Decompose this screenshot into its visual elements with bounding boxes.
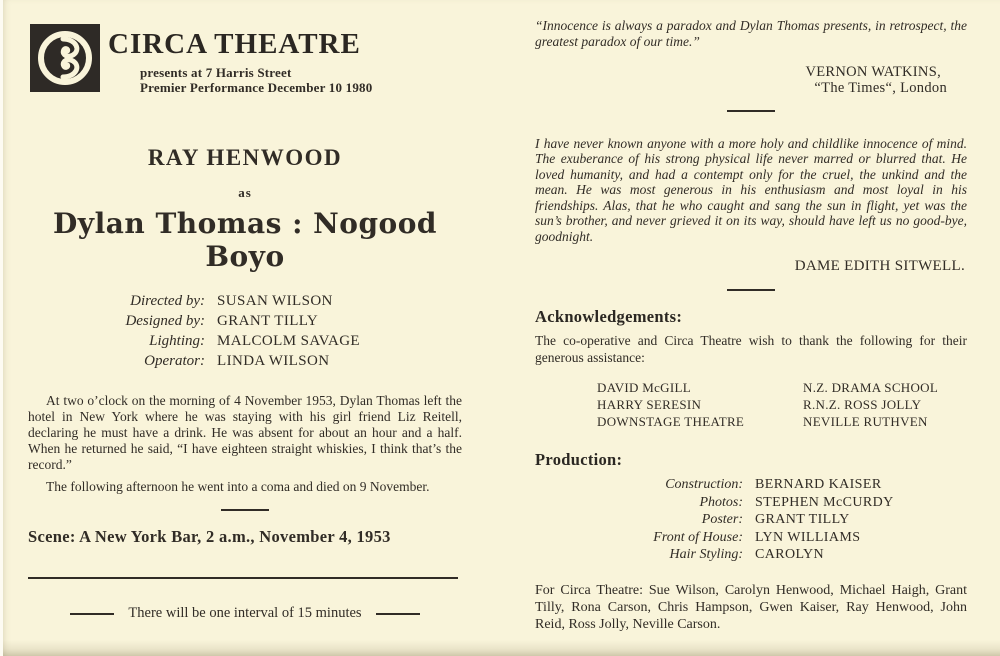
right-page [535,0,967,647]
acknowledgements-intro: The co-operative and Circa Theatre wish to thank the following for their generous assistance: [535,332,967,365]
theatre-name: CIRCA THEATRE [108,28,361,60]
list-item: N.Z. DRAMA SCHOOL [803,380,939,395]
left-page [28,0,462,622]
brand-subtitle [140,65,372,95]
show-title: Dylan Thomas : Nogood Boyo [53,207,437,273]
interval-text: There will be one interval of 15 minutes [128,605,362,621]
credit-label: Construction: [665,477,743,492]
watkins-attribution [535,64,967,96]
brand-text [108,24,372,95]
acknowledgements-column-1 [597,379,803,430]
acknowledgements-list [535,379,967,430]
credit-value: LYN WILLIAMS [755,529,861,545]
acknowledgements-heading: Acknowledgements: [535,306,683,326]
watkins-quote: “Innocence is always a paradox and Dylan Thomas presents, in retrospect, the greatest paradox of our time.” [535,18,967,49]
credit-label: Lighting: [149,333,205,349]
presents-line: presents at 7 Harris Street [140,65,292,80]
divider [221,509,269,511]
list-item: HARRY SERESIN [597,397,702,412]
horizontal-rule [28,577,458,579]
list-item: NEVILLE RUTHVEN [803,414,928,429]
credit-label: Directed by: [130,293,205,309]
actor-name: RAY HENWOOD [147,145,343,170]
interval-notice [28,605,462,622]
scene-line: Scene: A New York Bar, 2 a.m., November 4, 1953 [28,527,391,546]
acknowledgements-column-2 [803,379,963,430]
credit-label: Operator: [144,353,205,369]
premiere-line: Premier Performance December 10 1980 [140,80,373,95]
credit-value: CAROLYN [755,547,825,562]
dash-rule [70,613,114,615]
circa-koru-logo-icon [30,24,100,92]
credit-value: BERNARD KAISER [755,477,882,492]
credit-value: MALCOLM SAVAGE [217,333,360,349]
for-circa-theatre-paragraph: For Circa Theatre: Sue Wilson, Carolyn Henwood, Michael Haigh, Grant Tilly, Rona Carson, Chris Hampson, Gwen Kaiser, Ray Henwood, John Reid, Ross Jolly, Neville Carson. [535,582,967,632]
show-credits [28,291,462,371]
credit-value: SUSAN WILSON [217,293,333,309]
credit-label: Hair Styling: [669,547,743,562]
list-item: DAVID McGILL [597,380,691,395]
credit-label: Poster: [701,512,743,527]
sitwell-attribution: DAME EDITH SITWELL. [794,257,965,274]
credit-value: STEPHEN McCURDY [755,494,894,510]
list-item: R.N.Z. ROSS JOLLY [803,397,922,412]
divider [727,110,775,112]
production-heading: Production: [535,450,623,469]
biography-paragraph: At two o’clock on the morning of 4 November 1953, Dylan Thomas left the hotel in New York where he was staying with his girl friend Liz Reitell, declaring he must have a drink. He was absent for about an hour and a half. When he returned he said, “I have eighteen straight whiskies, I think that’s the record.” [28,393,462,472]
brand-block [28,24,462,95]
death-paragraph: The following afternoon he went into a coma and died on 9 November. [46,479,430,494]
credit-value: LINDA WILSON [217,353,330,369]
credit-label: Designed by: [125,313,205,329]
credit-value: GRANT TILLY [217,313,319,329]
attribution-source: “The Times“, London [814,79,947,96]
dash-rule [376,613,420,615]
divider [727,289,775,291]
attribution-name: VERNON WATKINS, [805,63,941,80]
list-item: DOWNSTAGE THEATRE [597,414,745,429]
production-credits [535,476,967,564]
credit-label: Front of House: [653,529,743,545]
sitwell-quote: I have never known anyone with a more holy and childlike innocence of mind. The exuberance of his strong physical life never marred or blurred that. He loved humanity, and had a contempt only for the cruel, the unkind and the mean. He was most generous in his enthusiasm and most loyal in his friendships. Alas, that he who caught and sang the sun in flight, yet was the sun’s brother, and never grieved it on its way, should have left us no good-bye, goodnight. [535,135,967,244]
credit-label: Photos: [699,494,743,510]
credit-value: GRANT TILLY [755,512,850,527]
as-label: as [238,185,252,200]
